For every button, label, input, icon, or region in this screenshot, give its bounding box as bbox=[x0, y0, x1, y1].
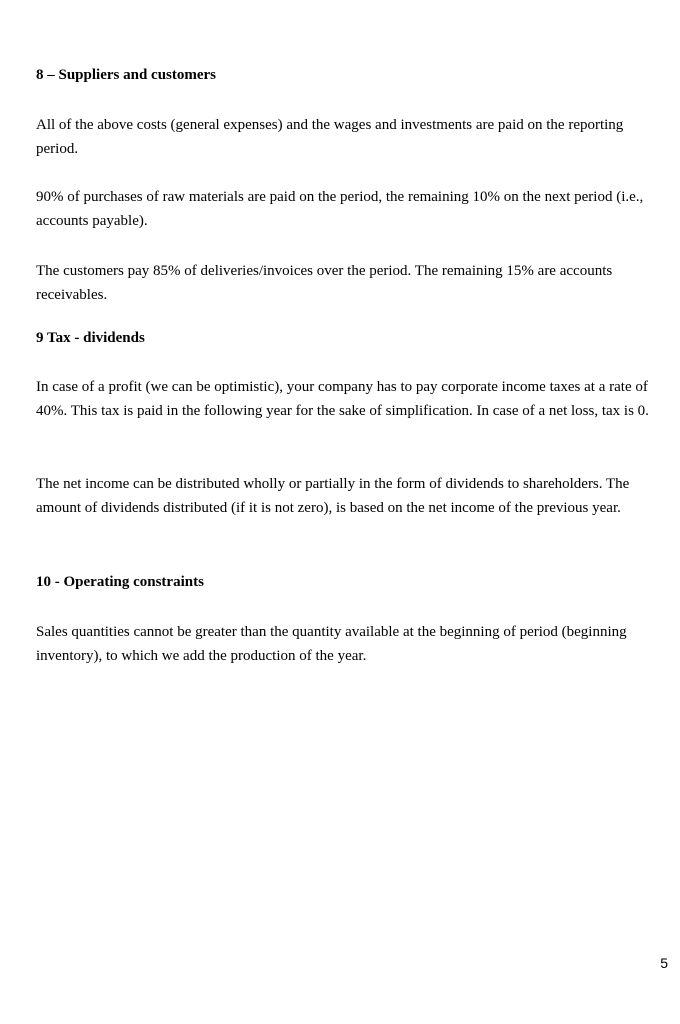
paragraph-raw-materials: 90% of purchases of raw materials are paid on the period, the remaining 10% on the next period (i.e., accounts payable). bbox=[36, 189, 644, 229]
paragraph-corporate-tax: In case of a profit (we can be optimistic), your company has to pay corporate income taxes at a rate of 40%. This tax is paid in the following year for the sake of simplification. In case of a net loss, tax is 0. bbox=[36, 379, 649, 419]
paragraph-sales-quantities: Sales quantities cannot be greater than the quantity available at the beginning of period (beginning inventory), to which we add the production of the year. bbox=[36, 624, 627, 664]
paragraph-customers-pay: The customers pay 85% of deliveries/invoices over the period. The remaining 15% are accounts receivables. bbox=[36, 263, 613, 303]
section-heading-operating-constraints: 10 - Operating constraints bbox=[36, 574, 204, 590]
section-heading-tax-dividends: 9 Tax - dividends bbox=[36, 330, 145, 346]
section-heading-suppliers-customers: 8 – Suppliers and customers bbox=[36, 67, 217, 83]
paragraph-costs-paid: All of the above costs (general expenses) and the wages and investments are paid on the reporting period. bbox=[36, 117, 624, 157]
page-number: 5 bbox=[660, 955, 668, 971]
paragraph-dividends: The net income can be distributed wholly or partially in the form of dividends to shareholders. The amount of dividends distributed (if it is not zero), is based on the net income of the previous year. bbox=[36, 476, 630, 516]
